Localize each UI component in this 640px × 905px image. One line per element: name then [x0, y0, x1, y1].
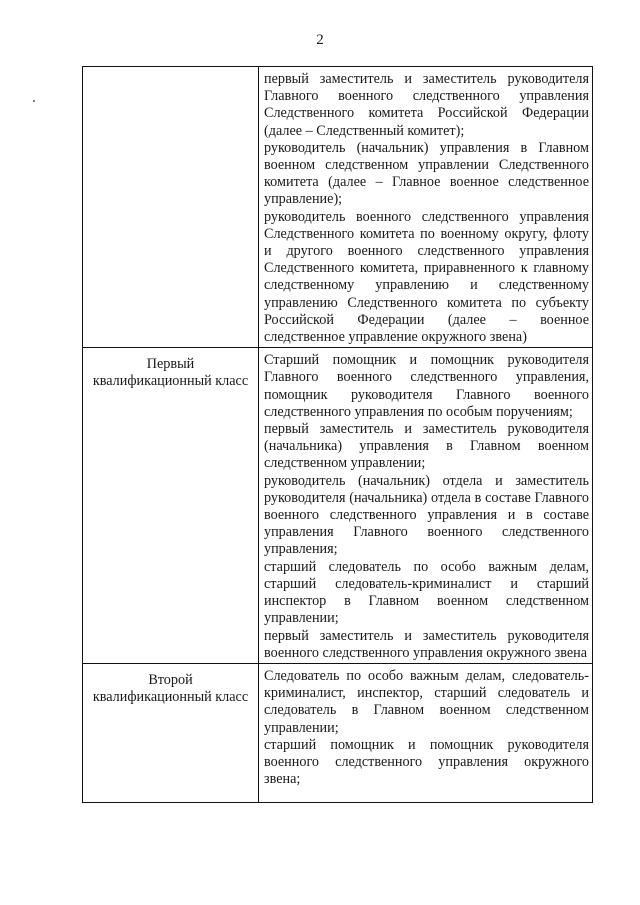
- class-name-line: квалификационный класс: [92, 373, 249, 390]
- position-item: руководитель (начальник) отдела и заместитель руководителя (начальника) отдела в составе Главного военного следственного управления и в составе управления Главного военного следственного управления;: [264, 472, 589, 558]
- positions-cell: [259, 348, 593, 664]
- position-item: первый заместитель и заместитель руководителя (начальника) управления в Главном военном следственном управлении;: [264, 421, 589, 472]
- positions-cell: [259, 663, 593, 802]
- position-item: руководитель (начальник) управления в Главном военном следственном управлении Следственного комитета (далее – Главное военное следственное управление);: [264, 139, 589, 208]
- class-name-cell: [83, 67, 259, 348]
- class-name-line: квалификационный класс: [92, 689, 249, 706]
- table-row-continuation: [83, 67, 593, 348]
- class-name-line: Первый: [146, 356, 195, 373]
- table-row-second-class: [83, 663, 593, 802]
- table-row-first-class: [83, 348, 593, 664]
- class-name-cell: [83, 348, 259, 664]
- qualification-table: [82, 66, 593, 803]
- position-item: Старший помощник и помощник руководителя Главного военного следственного управления, помощник руководителя Главного военного следственного управления по особым поручениям;: [264, 352, 589, 420]
- position-item: руководитель военного следственного управления Следственного комитета по военному округу, флоту и другого военного следственного управления Следственного комитета, приравненного к главному следственному управлению и следственному управлению Следственного комитета по субъекту Российской Федерации (далее – военное следственное управление окружного звена): [264, 208, 589, 346]
- position-item: Следователь по особо важным делам, следователь-криминалист, инспектор, старший следователь и следователь в Главном военном следственном управлении;: [264, 667, 589, 736]
- class-name-cell: [83, 663, 259, 802]
- position-item: старший помощник и помощник руководителя военного следственного управления окружного звена;: [264, 736, 589, 788]
- class-name-line: Второй: [148, 671, 193, 688]
- page-number: 2: [316, 32, 324, 48]
- position-item: первый заместитель и заместитель руководителя военного следственного управления окружного звена: [264, 627, 589, 661]
- position-item: первый заместитель и заместитель руководителя Главного военного следственного управления Следственного комитета Российской Федерации (далее – Следственный комитет);: [264, 71, 589, 139]
- scan-artifact-dot: [33, 100, 35, 102]
- position-item: старший следователь по особо важным делам, старший следователь-криминалист и старший инспектор в Главном военном следственном управлении;: [264, 558, 589, 627]
- positions-cell: [259, 67, 593, 348]
